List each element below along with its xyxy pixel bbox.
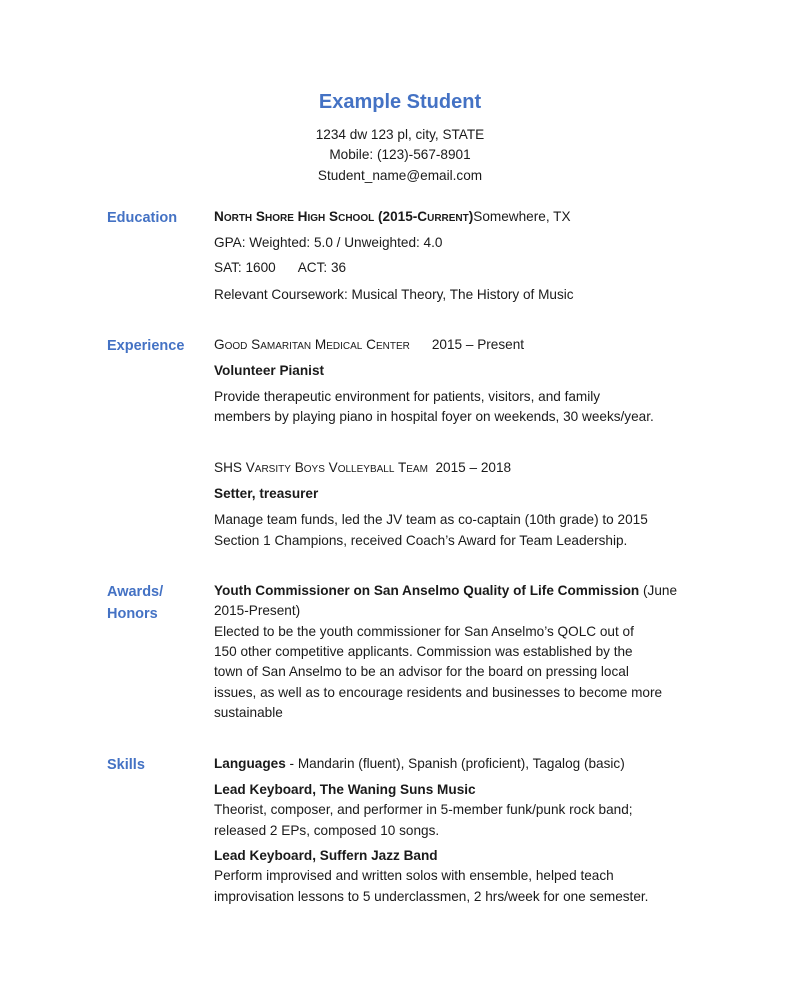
skill-line: Perform improvised and written solos with ensemble, helped teach: [214, 868, 614, 883]
award-line: sustainable: [214, 705, 283, 720]
award-line: 150 other competitive applicants. Commission was established by the: [214, 644, 633, 659]
skill-title: Lead Keyboard, Suffern Jazz Band: [214, 848, 438, 863]
skill-line: improvisation lessons to 5 underclassmen, 2 hrs/week for one semester.: [214, 889, 649, 904]
description-line: Manage team funds, led the JV team as co-captain (10th grade) to 2015: [214, 512, 648, 527]
skill-line: Theorist, composer, and performer in 5-member funk/punk rock band;: [214, 802, 633, 817]
org-dates: 2015 – 2018: [435, 460, 512, 475]
student-name: Example Student: [318, 91, 482, 113]
email: Student_name@email.com: [317, 168, 483, 183]
award-line: 2015-Present): [214, 603, 301, 618]
test-scores: [214, 258, 346, 278]
gpa: GPA: Weighted: 5.0 / Unweighted: 4.0: [214, 235, 443, 250]
honors-heading: Honors: [107, 606, 158, 622]
experience-org-line: [214, 458, 511, 478]
school-name: North Shore High School (2015-Current): [214, 209, 474, 224]
org-name: SHS Varsity Boys Volleyball Team: [214, 460, 428, 475]
education-heading: Education: [107, 210, 178, 226]
org-dates: 2015 – Present: [431, 337, 525, 352]
sat-score: SAT: 1600: [214, 260, 276, 275]
school-location: Somewhere, TX: [473, 209, 571, 224]
school-line: [214, 207, 571, 227]
org-name: Good Samaritan Medical Center: [214, 337, 410, 352]
awards-heading: Awards/: [107, 584, 164, 600]
coursework: Relevant Coursework: Musical Theory, The History of Music: [214, 287, 574, 302]
role: Setter, treasurer: [214, 486, 319, 501]
languages-label: Languages: [214, 756, 286, 771]
description-line: Section 1 Champions, received Coach’s Award for Team Leadership.: [214, 533, 628, 548]
skills-heading: Skills: [107, 757, 145, 773]
award-title-line: [214, 581, 677, 601]
languages: - Mandarin (fluent), Spanish (proficient), Tagalog (basic): [285, 756, 625, 771]
description-line: members by playing piano in hospital foyer on weekends, 30 weeks/year.: [214, 409, 654, 424]
award-line: issues, as well as to encourage residents and businesses to become more: [214, 685, 663, 700]
address: 1234 dw 123 pl, city, STATE: [315, 127, 485, 142]
experience-org-line: [214, 335, 524, 355]
award-date: (June: [639, 583, 678, 598]
skill-title: Lead Keyboard, The Waning Suns Music: [214, 782, 476, 797]
award-line: town of San Anselmo to be an advisor for the board on pressing local: [214, 664, 629, 679]
experience-heading: Experience: [107, 338, 185, 354]
role: Volunteer Pianist: [214, 363, 325, 378]
act-score: ACT: 36: [297, 260, 347, 275]
skill-line: released 2 EPs, composed 10 songs.: [214, 823, 440, 838]
award-title: Youth Commissioner on San Anselmo Quality of Life Commission: [214, 583, 640, 598]
award-line: Elected to be the youth commissioner for San Anselmo’s QOLC out of: [214, 624, 634, 639]
languages-line: [214, 754, 625, 774]
description-line: Provide therapeutic environment for patients, visitors, and family: [214, 389, 601, 404]
mobile: Mobile: (123)-567-8901: [329, 147, 471, 162]
